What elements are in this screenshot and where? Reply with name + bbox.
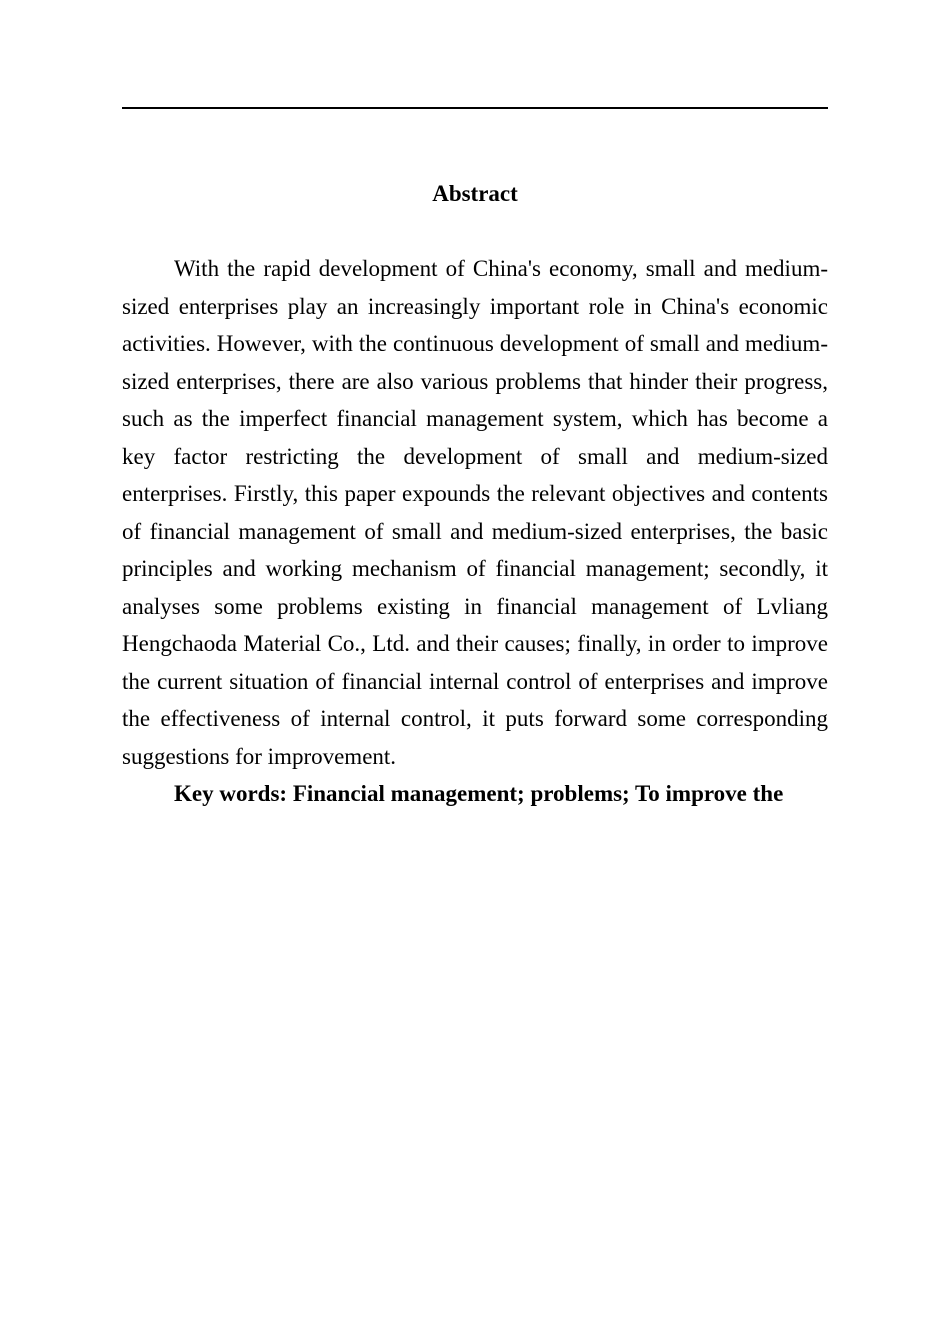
abstract-section xyxy=(122,176,828,813)
abstract-title: Abstract xyxy=(432,181,518,206)
keywords: Key words: Financial management; problems; To improve the xyxy=(174,781,784,806)
abstract-body: With the rapid development of China's economy, small and medium-sized enterprises play an increasingly important role in China's economic activities. However, with the continuous development of small and medium-sized enterprises, there are also various problems that hinder their progress, such as the imperfect financial management system, which has become a key factor restricting the development of small and medium-sized enterprises. Firstly, this paper expounds the relevant objectives and contents of financial management of small and medium-sized enterprises, the basic principles and working mechanism of financial management; secondly, it analyses some problems existing in financial management of Lvliang Hengchaoda Material Co., Ltd. and their causes; finally, in order to improve the current situation of financial internal control of enterprises and improve the effectiveness of internal control, it puts forward some corresponding suggestions for improvement. xyxy=(122,256,828,769)
header-rule xyxy=(122,107,828,109)
